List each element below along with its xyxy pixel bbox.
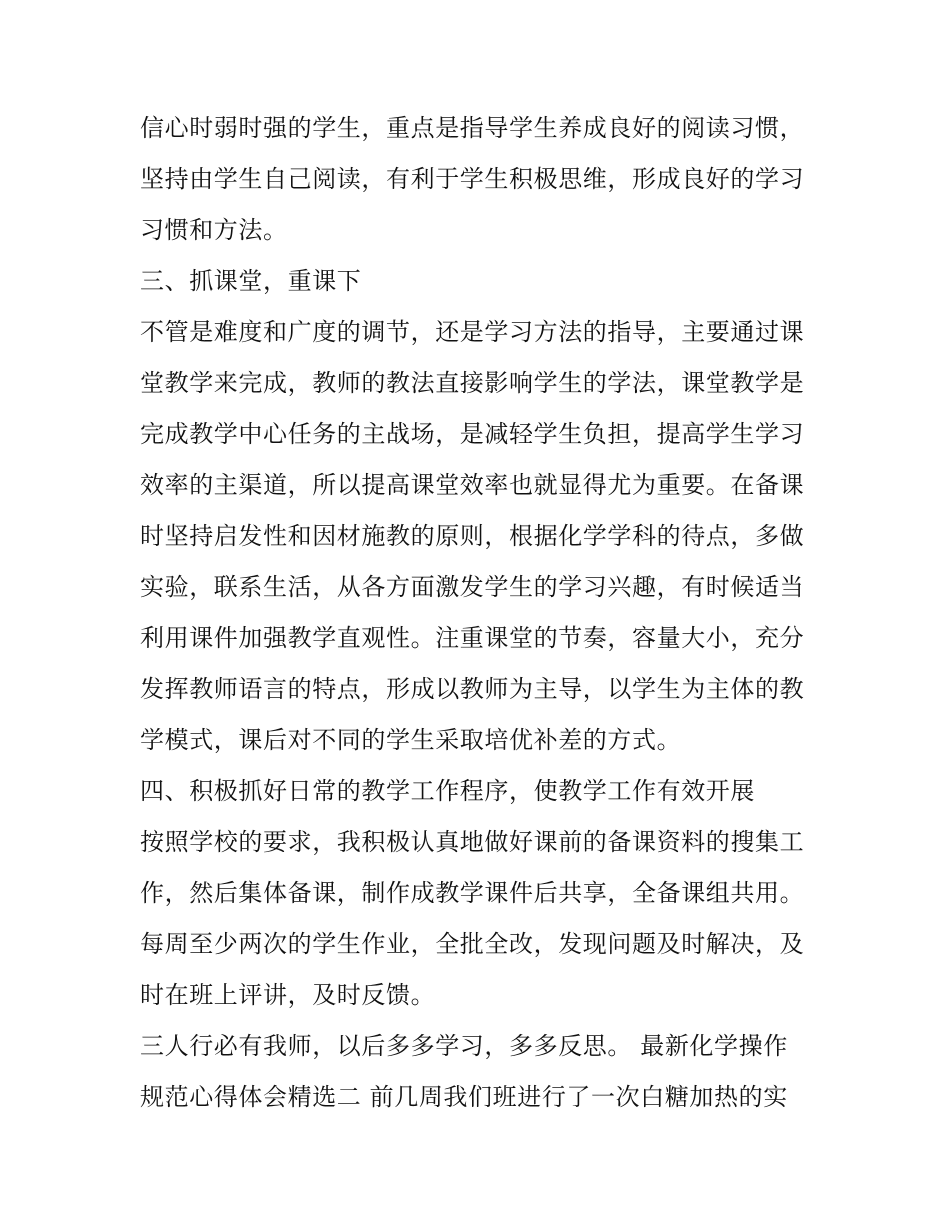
document-body: [140, 103, 820, 1123]
section-heading: 四、积极抓好日常的教学工作程序，使教学工作有效开展: [140, 777, 755, 805]
paragraph-line: 信心时弱时强的学生，重点是指导学生养成良好的阅读习惯，: [140, 114, 805, 142]
paragraph-line: 不管是难度和广度的调节，还是学习方法的指导，主要通过课: [140, 318, 805, 346]
paragraph-line: 作，然后集体备课，制作成教学课件后共享，全备课组共用。: [140, 879, 805, 907]
paragraph-line: 发挥教师语言的特点，形成以教师为主导，以学生为主体的教: [140, 675, 805, 703]
paragraph-line: 时坚持启发性和因材施教的原则，根据化学学科的待点，多做: [140, 522, 805, 550]
paragraph-line: 堂教学来完成，教师的教法直接影响学生的学法，课堂教学是: [140, 369, 805, 397]
section-heading: 三、抓课堂，重课下: [140, 267, 362, 295]
paragraph-line: 按照学校的要求，我积极认真地做好课前的备课资料的搜集工: [140, 828, 805, 856]
paragraph-line: 三人行必有我师，以后多多学习，多多反思。 最新化学操作: [140, 1032, 788, 1060]
paragraph-line: 利用课件加强教学直观性。注重课堂的节奏，容量大小，充分: [140, 624, 805, 652]
paragraph-line: 实验，联系生活，从各方面激发学生的学习兴趣，有时候适当: [140, 573, 805, 601]
paragraph-line: 效率的主渠道，所以提高课堂效率也就显得尤为重要。在备课: [140, 471, 805, 499]
paragraph-line: 习惯和方法。: [140, 216, 288, 244]
paragraph-line: 规范心得体会精选二 前几周我们班进行了一次白糖加热的实: [140, 1083, 788, 1111]
paragraph-line: 坚持由学生自己阅读，有利于学生积极思维，形成良好的学习: [140, 165, 805, 193]
paragraph-line: 每周至少两次的学生作业，全批全改，发现问题及时解决，及: [140, 930, 805, 958]
paragraph-line: 时在班上评讲，及时反馈。: [140, 981, 436, 1009]
paragraph-line: 完成教学中心任务的主战场，是减轻学生负担，提高学生学习: [140, 420, 805, 448]
paragraph-line: 学模式，课后对不同的学生采取培优补差的方式。: [140, 726, 682, 754]
